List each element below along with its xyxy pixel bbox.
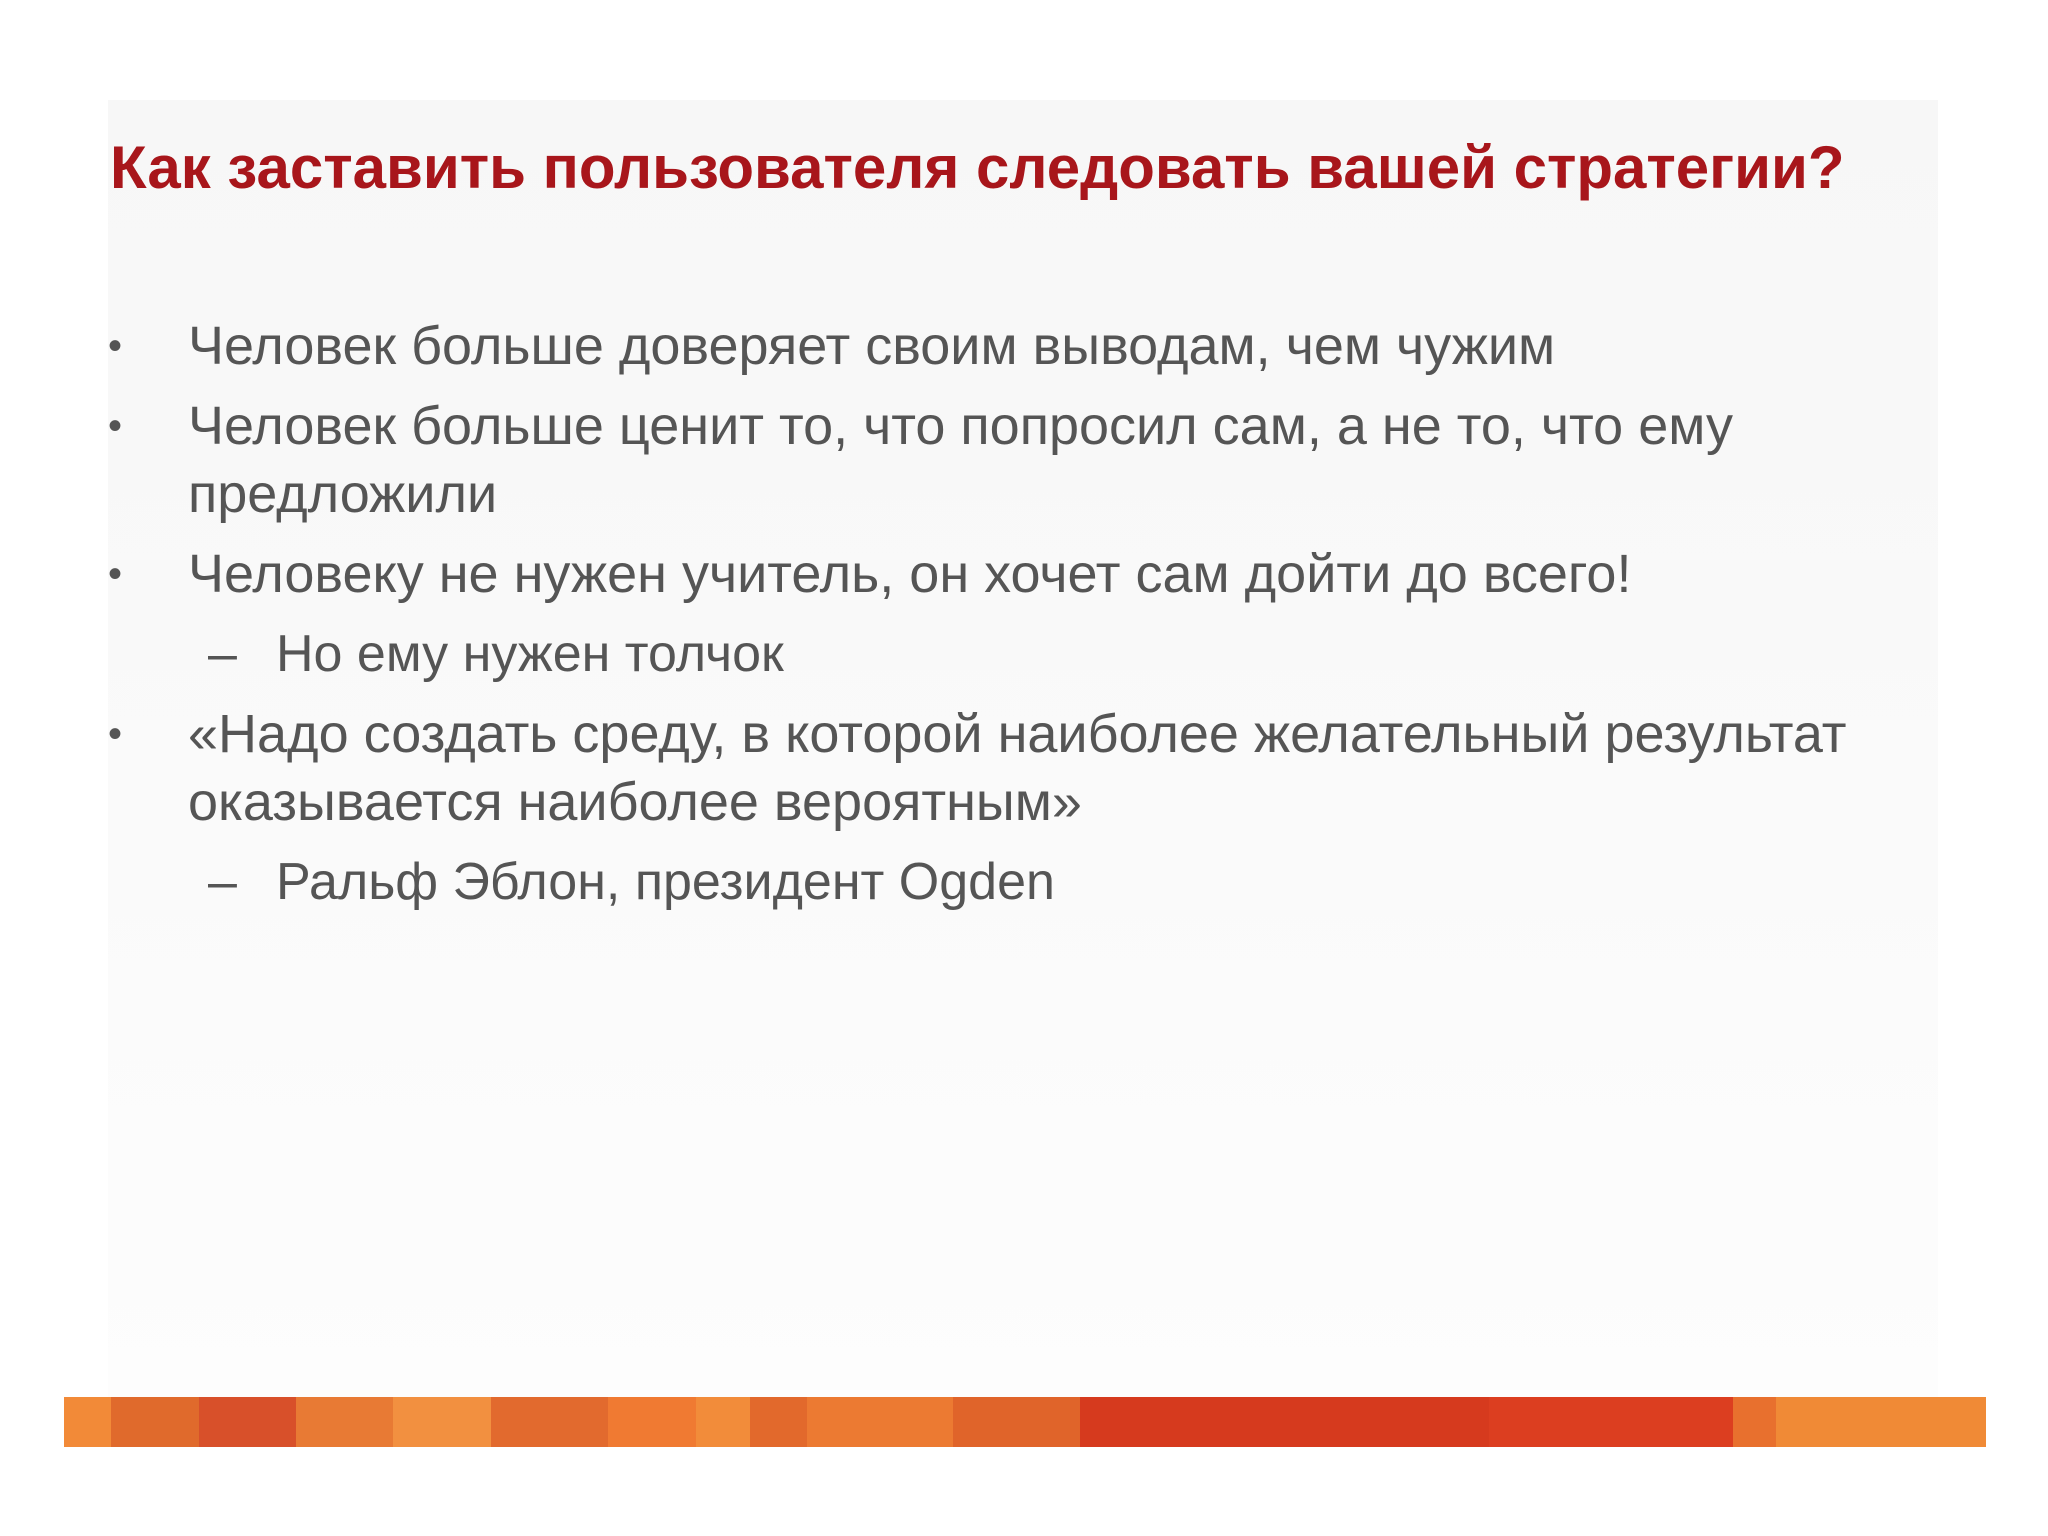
list-item-text: Человек больше ценит то, что попросил сам, а не то, что ему предложили bbox=[188, 396, 1733, 524]
footer-bar-segment bbox=[608, 1397, 696, 1447]
footer-decorative-bar bbox=[64, 1397, 1986, 1447]
dash-marker: – bbox=[208, 625, 237, 683]
footer-bar-segment bbox=[1776, 1397, 1986, 1447]
bullet-list bbox=[108, 312, 1888, 928]
footer-bar-segment bbox=[64, 1397, 111, 1447]
list-item bbox=[108, 540, 1888, 608]
footer-bar-segment bbox=[199, 1397, 296, 1447]
footer-bar-segment bbox=[1489, 1397, 1733, 1447]
list-item bbox=[108, 392, 1888, 528]
list-item bbox=[108, 700, 1888, 836]
list-item-text: «Надо создать среду, в которой наиболее желательный результат оказывается наиболее вероятным» bbox=[188, 704, 1847, 832]
footer-bar-segment bbox=[953, 1397, 1080, 1447]
slide-title: Как заставить пользователя следовать вашей стратегии? bbox=[110, 134, 1845, 201]
footer-bar-segment bbox=[1733, 1397, 1777, 1447]
bullet-marker: • bbox=[108, 552, 123, 596]
bullet-marker: • bbox=[108, 404, 123, 448]
footer-bar-segment bbox=[1080, 1397, 1489, 1447]
footer-bar-segment bbox=[696, 1397, 751, 1447]
bullet-marker: • bbox=[108, 712, 123, 756]
list-item-text: Человек больше доверяет своим выводам, чем чужим bbox=[188, 316, 1556, 376]
sub-list-item-text: Ральф Эблон, президент Ogden bbox=[276, 853, 1055, 911]
dash-marker: – bbox=[208, 853, 237, 911]
list-item-text: Человеку не нужен учитель, он хочет сам дойти до всего! bbox=[188, 544, 1632, 604]
list-item bbox=[108, 312, 1888, 380]
footer-bar-segment bbox=[807, 1397, 953, 1447]
footer-bar-segment bbox=[750, 1397, 807, 1447]
footer-bar-segment bbox=[393, 1397, 490, 1447]
footer-bar-segment bbox=[111, 1397, 199, 1447]
footer-bar-segment bbox=[491, 1397, 608, 1447]
footer-bar-segment bbox=[296, 1397, 393, 1447]
sub-list-item bbox=[108, 620, 1888, 688]
sub-list-item bbox=[108, 848, 1888, 916]
sub-list-item-text: Но ему нужен толчок bbox=[276, 625, 784, 683]
bullet-marker: • bbox=[108, 324, 123, 368]
